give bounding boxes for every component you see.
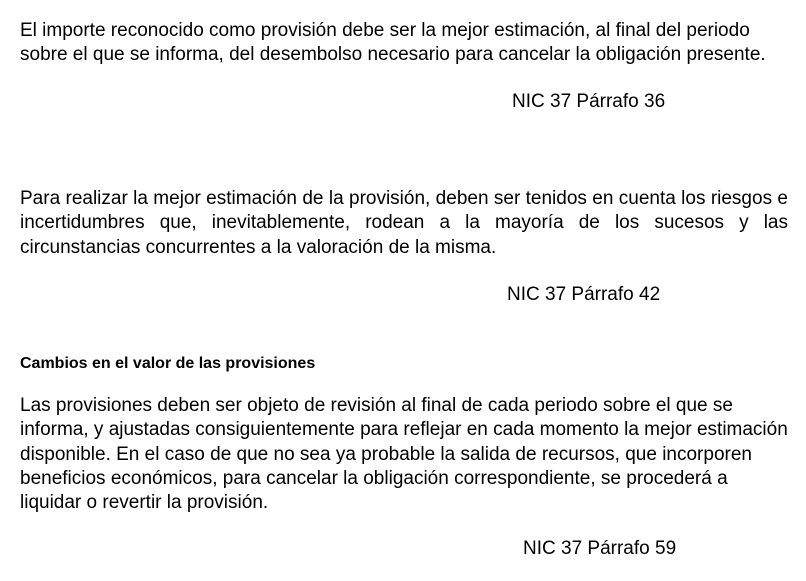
reference-nic37-p42: NIC 37 Párrafo 42 bbox=[507, 284, 661, 305]
paragraph-risks-uncertainties: Para realizar la mejor estimación de la provisión, deben ser tenidos en cuenta los riesgos e incertidumbres que, inevitablemente, rodean a la mayoría de los sucesos y las circunstancias concurrentes a la valoración de la misma. bbox=[20, 188, 788, 258]
paragraph-measurement-estimate: El importe reconocido como provisión debe ser la mejor estimación, al final del periodo sobre el que se informa, del desembolso necesario para cancelar la obligación presente. bbox=[20, 20, 766, 66]
section-heading: Cambios en el valor de las provisiones bbox=[20, 355, 316, 372]
reference-nic37-p36: NIC 37 Párrafo 36 bbox=[512, 91, 666, 112]
reference-nic37-p59: NIC 37 Párrafo 59 bbox=[523, 538, 677, 559]
paragraph-provision-review: Las provisiones deben ser objeto de revisión al final de cada periodo sobre el que se informa, y ajustadas consiguientemente para reflejar en cada momento la mejor estimación disponible. En el caso de que no sea ya probable la salida de recursos, que incorporen beneficios económicos, para cancelar la obligación correspondiente, se procederá a liquidar o revertir la provisión. bbox=[20, 395, 788, 514]
